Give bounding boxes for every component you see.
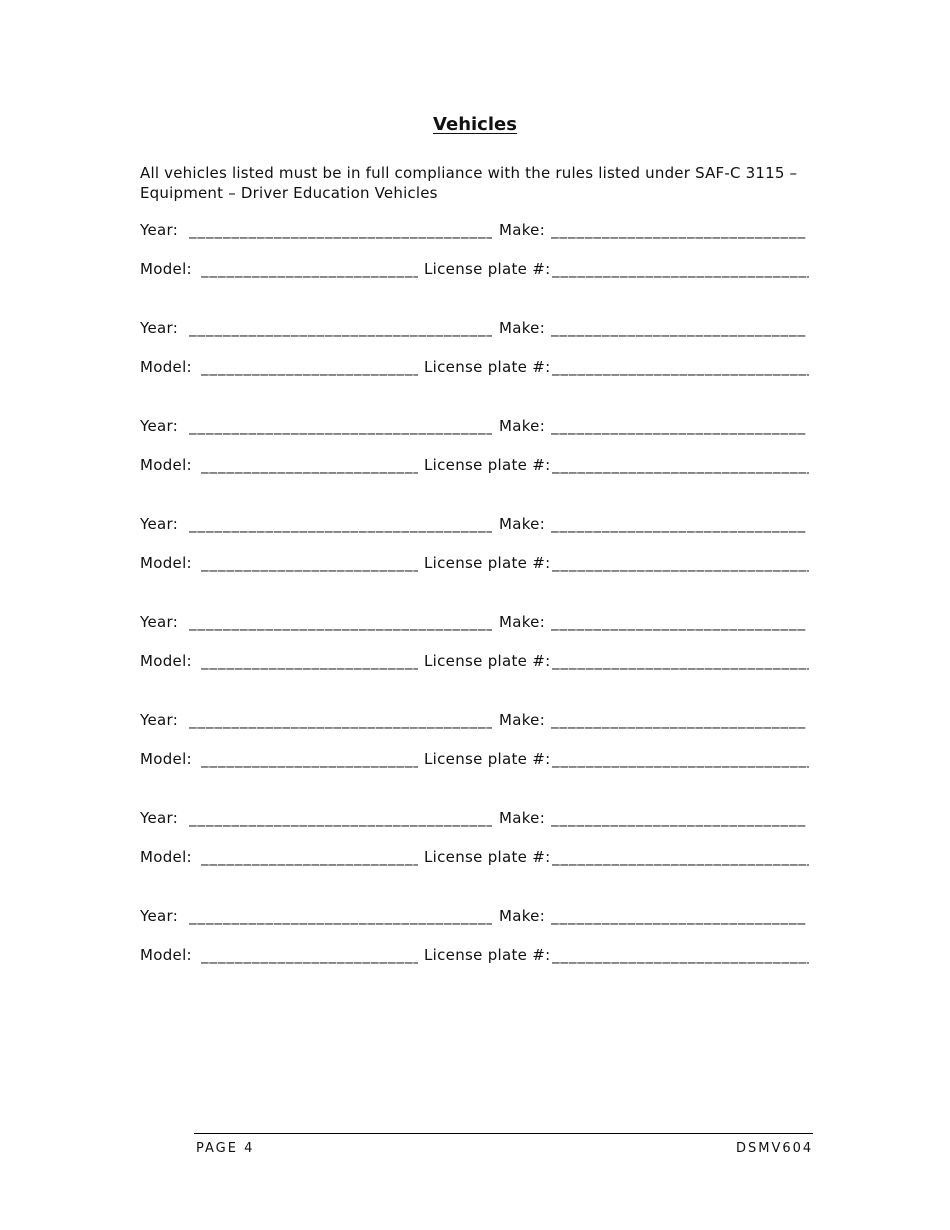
model-plate-row [140,260,810,299]
vehicle-entry [140,515,810,593]
model-label: Model: [140,848,192,866]
year-field[interactable] [189,711,492,731]
vehicle-entry [140,221,810,299]
make-label: Make: [499,613,546,631]
model-plate-row [140,652,810,691]
vehicle-list [140,221,810,1005]
license-plate-field[interactable] [552,456,809,476]
make-label: Make: [499,319,546,337]
license-plate-field[interactable] [552,554,809,574]
model-plate-row [140,554,810,593]
year-make-row [140,711,810,750]
make-field[interactable] [551,711,806,731]
make-field[interactable] [551,809,806,829]
license-plate-label: License plate #: [424,848,551,866]
make-label: Make: [499,515,546,533]
model-plate-row [140,456,810,495]
model-plate-row [140,750,810,789]
model-field[interactable] [201,652,418,672]
year-make-row [140,221,810,260]
vehicle-entry [140,319,810,397]
make-field[interactable] [551,417,806,437]
make-field[interactable] [551,515,806,535]
license-plate-field[interactable] [552,260,809,280]
make-field[interactable] [551,613,806,633]
model-label: Model: [140,358,192,376]
year-label: Year: [140,319,179,337]
model-field[interactable] [201,750,418,770]
model-label: Model: [140,456,192,474]
model-field[interactable] [201,554,418,574]
model-field[interactable] [201,260,418,280]
model-plate-row [140,848,810,887]
vehicle-entry [140,711,810,789]
make-field[interactable] [551,221,806,241]
vehicle-entry [140,809,810,887]
license-plate-label: License plate #: [424,260,551,278]
vehicle-entry [140,907,810,985]
make-label: Make: [499,907,546,925]
year-make-row [140,319,810,358]
license-plate-field[interactable] [552,848,809,868]
year-label: Year: [140,907,179,925]
year-make-row [140,417,810,456]
year-make-row [140,907,810,946]
license-plate-label: License plate #: [424,652,551,670]
license-plate-label: License plate #: [424,750,551,768]
model-field[interactable] [201,456,418,476]
model-field[interactable] [201,946,418,966]
page-number: PAGE 4 [196,1141,255,1156]
model-plate-row [140,358,810,397]
license-plate-field[interactable] [552,750,809,770]
year-label: Year: [140,809,179,827]
model-label: Model: [140,946,192,964]
year-field[interactable] [189,319,492,339]
model-label: Model: [140,554,192,572]
year-label: Year: [140,711,179,729]
license-plate-field[interactable] [552,358,809,378]
year-label: Year: [140,417,179,435]
make-field[interactable] [551,319,806,339]
year-make-row [140,809,810,848]
license-plate-label: License plate #: [424,554,551,572]
intro-text: All vehicles listed must be in full compliance with the rules listed under SAF-C 3115 – Equipment – Driver Education Vehicles [140,164,798,202]
license-plate-field[interactable] [552,946,809,966]
year-field[interactable] [189,613,492,633]
model-label: Model: [140,260,192,278]
model-plate-row [140,946,810,985]
form-number: DSMV604 [736,1141,814,1156]
year-field[interactable] [189,809,492,829]
make-label: Make: [499,711,546,729]
license-plate-field[interactable] [552,652,809,672]
year-make-row [140,515,810,554]
model-label: Model: [140,750,192,768]
year-label: Year: [140,221,179,239]
make-field[interactable] [551,907,806,927]
year-field[interactable] [189,907,492,927]
year-field[interactable] [189,417,492,437]
year-make-row [140,613,810,652]
make-label: Make: [499,809,546,827]
vehicle-entry [140,613,810,691]
make-label: Make: [499,417,546,435]
model-label: Model: [140,652,192,670]
footer-divider [194,1133,813,1134]
make-label: Make: [499,221,546,239]
year-label: Year: [140,613,179,631]
license-plate-label: License plate #: [424,946,551,964]
year-field[interactable] [189,221,492,241]
year-field[interactable] [189,515,492,535]
page-title: Vehicles [433,114,517,135]
model-field[interactable] [201,848,418,868]
vehicle-entry [140,417,810,495]
year-label: Year: [140,515,179,533]
license-plate-label: License plate #: [424,456,551,474]
model-field[interactable] [201,358,418,378]
license-plate-label: License plate #: [424,358,551,376]
